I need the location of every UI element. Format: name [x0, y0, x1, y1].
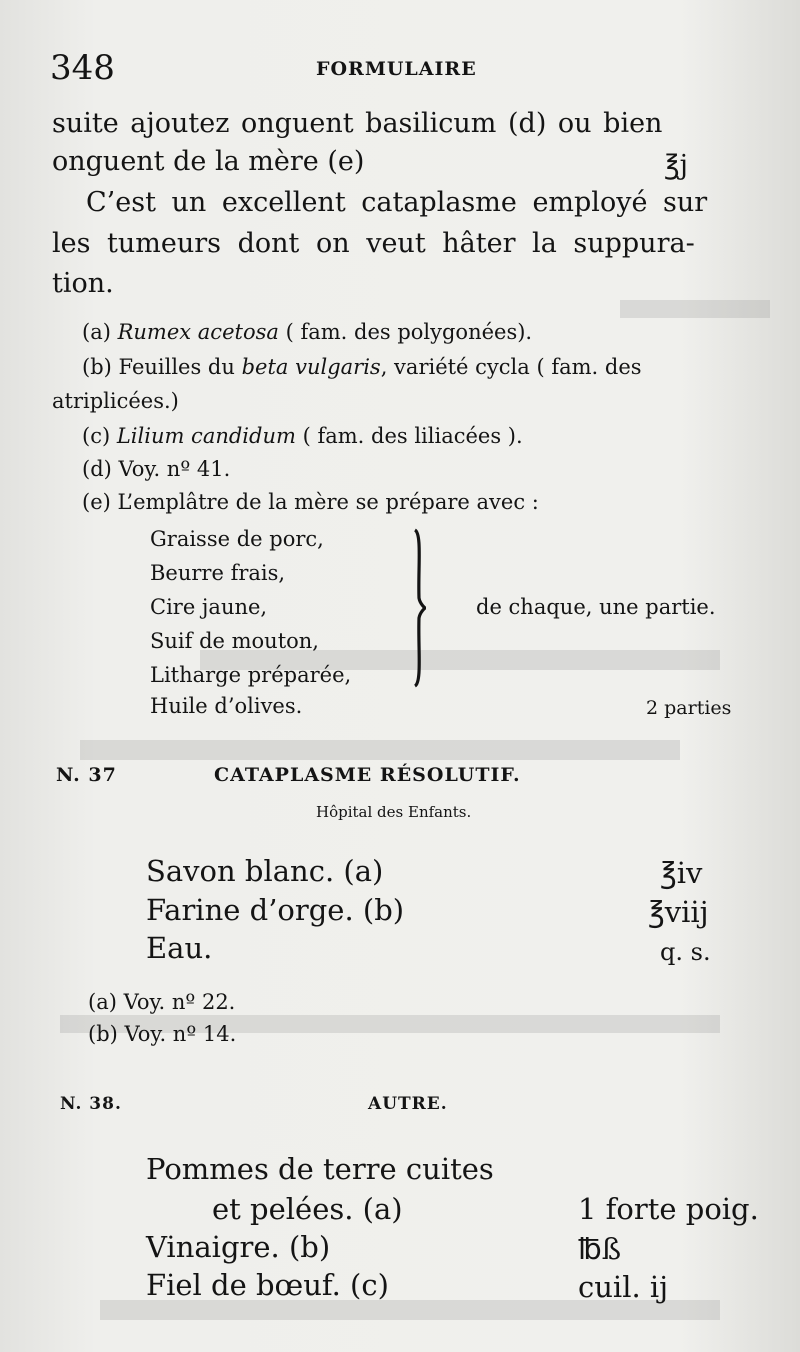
recipe-title: CATAPLASME RÉSOLUTIF.: [214, 764, 521, 786]
latin-name: beta vulgaris: [241, 355, 381, 379]
latin-name: Rumex acetosa: [117, 320, 279, 344]
footnote-mark: (b): [82, 355, 112, 379]
recipe-item: Pommes de terre cuites: [146, 1152, 494, 1186]
recipe-item: Vinaigre. (b): [146, 1230, 331, 1264]
running-title: FORMULAIRE: [316, 58, 477, 80]
footnote-text: ( fam. des liliacées ).: [302, 424, 523, 448]
recipe-quantity: cuil. ij: [578, 1270, 669, 1304]
footnote-text: ( fam. des polygonées).: [285, 320, 533, 344]
footnote-mark: (a): [82, 320, 111, 344]
recipe-number: N. 37: [56, 764, 117, 786]
page-number: 348: [50, 48, 115, 88]
recipe-quantity: ℥iv: [660, 856, 703, 890]
ingredient: Graisse de porc,: [150, 527, 324, 551]
recipe-item: Savon blanc. (a): [146, 854, 384, 888]
body-line: C’est un excellent cataplasme employé sur: [86, 187, 708, 218]
bleed-through-shadow: [620, 300, 770, 318]
ingredient: Suif de mouton,: [150, 629, 319, 653]
footnote-b: [82, 355, 642, 379]
recipe-item: et pelées. (a): [212, 1192, 403, 1226]
ingredient: Cire jaune,: [150, 595, 268, 619]
latin-name: Lilium candidum: [116, 424, 296, 448]
ingredient: Huile d’olives.: [150, 694, 303, 718]
recipe-item: Eau.: [146, 931, 213, 965]
recipe-item: Fiel de bœuf. (c): [146, 1268, 389, 1302]
body-line: suite ajoutez onguent basilicum (d) ou bien: [52, 108, 663, 139]
bleed-through-shadow: [80, 740, 680, 760]
recipe-quantity: q. s.: [660, 938, 711, 966]
recipe-quantity: 1 forte poig.: [578, 1192, 759, 1226]
footnote-c: [82, 424, 523, 448]
quantity: ℥j: [664, 150, 688, 181]
footnote-text: , variété cycla ( fam. des: [380, 355, 642, 379]
footnote-a: [82, 320, 532, 344]
ingredient: Beurre frais,: [150, 561, 286, 585]
recipe-source: Hôpital des Enfants.: [316, 803, 472, 821]
footnote-b-continued: atriplicées.): [52, 389, 179, 413]
recipe-number: N. 38.: [60, 1094, 122, 1114]
body-line: onguent de la mère (e): [52, 146, 365, 177]
footnote-d: (d) Voy. nº 41.: [82, 457, 231, 481]
footnote: (a) Voy. nº 22.: [88, 990, 236, 1014]
body-line: les tumeurs dont on veut hâter la suppura-: [52, 228, 695, 259]
footnote-text: Feuilles du: [118, 355, 235, 379]
body-line: tion.: [52, 268, 114, 299]
footnote-e: (e) L’emplâtre de la mère se prépare avec :: [82, 490, 539, 514]
recipe-quantity: ℔ß: [578, 1232, 622, 1266]
curly-brace-icon: [412, 528, 426, 688]
ingredient: Litharge préparée,: [150, 663, 352, 687]
recipe-quantity: ℥viij: [648, 895, 709, 929]
recipe-title: AUTRE.: [368, 1094, 448, 1114]
footnote-mark: (c): [82, 424, 111, 448]
quantity: de chaque, une partie.: [476, 595, 716, 619]
recipe-item: Farine d’orge. (b): [146, 893, 405, 927]
footnote: (b) Voy. nº 14.: [88, 1022, 237, 1046]
quantity: 2 parties: [646, 697, 732, 719]
